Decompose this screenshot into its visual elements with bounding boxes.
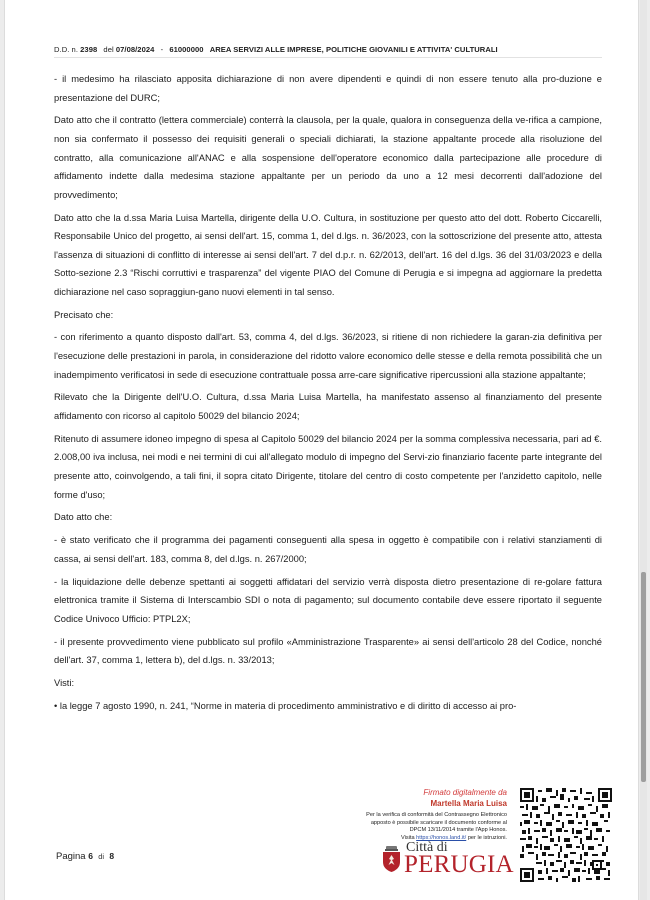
page-label: Pagina xyxy=(56,851,86,862)
page-indicator xyxy=(56,851,114,862)
citta-di-perugia-logo xyxy=(380,838,514,882)
perugia-wordmark: PERUGIA xyxy=(404,851,514,878)
signer-name: Martella Maria Luisa xyxy=(430,799,507,808)
paragraph-clausola: Dato atto che il contratto (lettera commerciale) conterrà la clausola, per la quale, qualora in conseguenza della ve-rifica a campione, non sia confermato il possesso dei requisiti generali o speciali dichiarati, la stazione appaltante procede alla risoluzione del contratto, alla comunicazione all'ANAC e alla sospensione dell'operatore economico dalla partecipazione alle procedure di affidamento indette dalla medesima stazione appaltante per un periodo da uno a 12 mesi decorrenti dall'adozione del provvedimento; xyxy=(54,115,602,200)
area-name: AREA SERVIZI ALLE IMPRESE, POLITICHE GIOVANILI E ATTIVITA' CULTURALI xyxy=(209,45,498,54)
qr-code-icon[interactable] xyxy=(520,788,612,882)
dd-number: 2398 xyxy=(80,45,98,54)
total-pages: 8 xyxy=(109,851,115,861)
header-separator: - xyxy=(160,45,164,54)
paragraph-precisato: Precisato che: xyxy=(54,309,114,320)
document-header xyxy=(54,45,602,58)
paragraph-liquidazione: - la liquidazione delle debenze spettanti ai soggetti affidatari del servizio verrà disposta dietro presentazione di re-golare fattura elettronica tramite il Sistema di Interscambio SDI o nota di pagamento; sul documento contabile deve essere riportato il seguente Codice Univoco Ufficio: PTPL2X; xyxy=(54,576,602,624)
verify-line-2: apposto è possibile scaricare il documento conforme al xyxy=(370,819,507,826)
paragraph-ritenuto: Ritenuto di assumere idoneo impegno di spesa al Capitolo 50029 del bilancio 2024 per la somma complessiva necessaria, pari ad €. 2.008,00 iva inclusa, nei modi e nei termini di cui all'allegato modulo di impegno del Servi-zio finanziario facente parte integrante del presente atto, coinvolgendo, a tali fini, il sopra citato Dirigente, titolare del centro di costo competente per l'anzidetto capitolo, nelle forme d'uso; xyxy=(54,433,602,500)
dd-date: 07/08/2024 xyxy=(115,45,155,54)
paragraph-conflitto-interesse: Dato atto che la d.ssa Maria Luisa Martella, dirigente della U.O. Cultura, in sostituzione per questo atto del dott. Roberto Ciccarelli, Responsabile Unico del progetto, ai sensi dell'art. 15, comma 1, del d.lgs. n. 36/2023, con la sottoscrizione del presente atto, attesta l'assenza di situazioni di conflitto di interesse ai sensi dell'art. 7 del d.p.r. n. 62/2013, dell'art. 16 del d.lgs. 36 del 31/03/2023 e della Sotto-sezione 2.3 “Rischi corruttivi e trasparenza” del vigente PIAO del Comune di Perugia e si impegna ad aggiornare la predetta dichiarazione nel caso sopraggiun-gano nuovi elementi in tal senso. xyxy=(54,212,602,297)
honos-link[interactable]: https://honos.land.it/ xyxy=(416,834,467,841)
vertical-scrollbar-thumb[interactable] xyxy=(641,572,646,782)
citta-di-label: Città di xyxy=(406,840,448,855)
digital-signature-block xyxy=(320,788,507,842)
verify-line-1: Per la verifica di conformità del Contrassegno Elettronico xyxy=(366,812,507,818)
current-page-number: 6 xyxy=(88,851,93,861)
del-label: del xyxy=(103,45,114,54)
of-label: di xyxy=(98,852,105,861)
document-body xyxy=(54,70,602,719)
perugia-coat-of-arms-icon xyxy=(382,846,401,872)
paragraph-garanzia: - con riferimento a quanto disposto dall'art. 53, comma 4, del d.lgs. 36/2023, si ritiene di non richiedere la garan-zia definitiva per l'esecuzione delle prestazioni in parola, in considerazione del ridotto valore economico delle stesse e della remota possibilità che un inadempimento verificatosi in sede di esecuzione contrattuale possa arre-care significative ripercussioni alla stazione appaltante; xyxy=(54,332,602,380)
verify-line-3: DPCM 13/11/2014 tramite l'App Honos. xyxy=(409,827,507,834)
paragraph-durc: - il medesimo ha rilasciato apposita dichiarazione di non avere dipendenti e quindi di non essere tenuto alla pro-duzione e presentazione del DURC; xyxy=(54,74,602,103)
paragraph-legge-241: • la legge 7 agosto 1990, n. 241, “Norme in materia di procedimento amministrativo e di diritto di accesso ai pro- xyxy=(54,700,517,711)
dd-prefix: D.D. n. xyxy=(54,45,78,54)
paragraph-pagamenti: - è stato verificato che il programma dei pagamenti conseguenti alla spesa in oggetto è compatibile con i relativi stanziamenti di cassa, ai sensi dell'art. 183, comma 8, del d.lgs. n. 267/2000; xyxy=(54,535,602,564)
visit-suffix: per le istruzioni. xyxy=(467,834,507,841)
area-code: 61000000 xyxy=(169,45,204,54)
paragraph-rilevato: Rilevato che la Dirigente dell'U.O. Cultura, d.ssa Maria Luisa Martella, ha manifestato assenso al finanziamento del presente affidamento con ricorso al capitolo 50029 del bilancio 2024; xyxy=(54,392,602,422)
paragraph-pubblicazione: - il presente provvedimento viene pubblicato sul profilo «Amministrazione Trasparente» ai sensi dell'articolo 28 del Codice, nonché dell'art. 37, comma 1, lettera b), del d.lgs. n. 33/2013; xyxy=(54,636,602,666)
paragraph-dato-atto: Dato atto che: xyxy=(54,512,113,523)
paragraph-visti: Visti: xyxy=(54,677,75,688)
visit-label: Visita xyxy=(401,834,415,841)
signed-by-label: Firmato digitalmente da xyxy=(423,788,507,797)
